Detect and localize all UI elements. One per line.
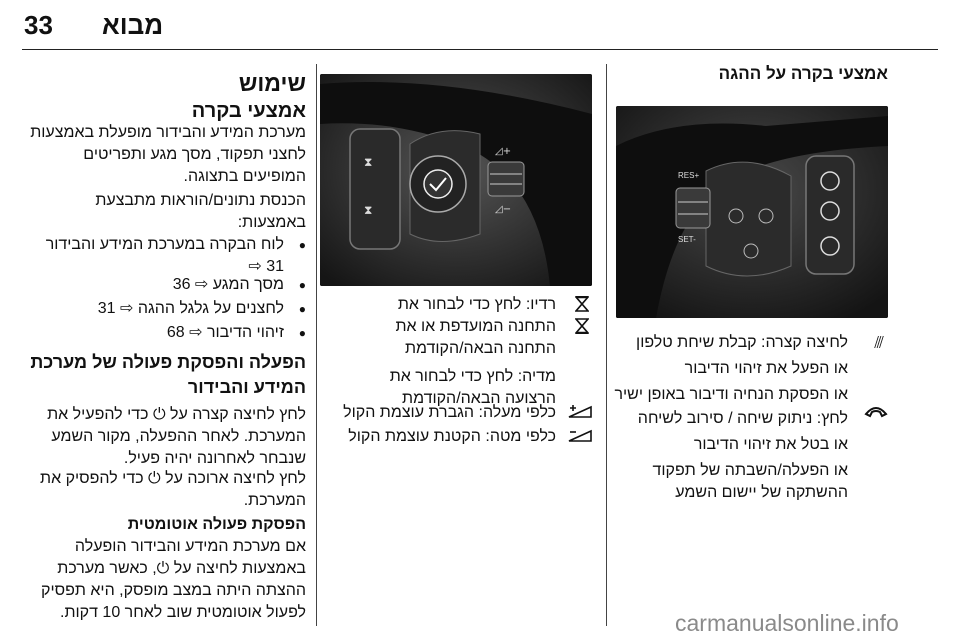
phone-hangup-icon bbox=[862, 404, 890, 424]
bullet-steering-buttons: לחצנים על גלגל ההגה ⇨ 31 ● bbox=[98, 298, 284, 320]
hangup-button-desc-4: ההשתקה של יישום השמע bbox=[675, 484, 848, 501]
power-on-paragraph: לחץ לחיצה קצרה על ⏻ כדי להפעיל את המערכת. לאחר ההפעלה, מקור השמע שנבחר לאחרונה יהיה פעיל. bbox=[47, 406, 306, 467]
svg-text:◿−: ◿− bbox=[495, 204, 512, 215]
hangup-button-desc-2: או בטל את זיהוי הדיבור bbox=[693, 436, 848, 453]
usage-title: שימוש bbox=[238, 70, 306, 96]
voice-control-icon: ⫻ bbox=[874, 335, 884, 352]
steering-controls-heading: אמצעי בקרה על ההגה bbox=[718, 64, 888, 83]
steering-wheel-photo-left bbox=[320, 74, 592, 286]
svg-text:⧗: ⧗ bbox=[364, 203, 373, 217]
volume-down-desc: כלפי מטה: הקטנת עוצמת הקול bbox=[348, 428, 556, 445]
voice-button-desc: לחיצה קצרה: קבלת שיחת טלפון bbox=[636, 334, 848, 351]
volume-down-icon bbox=[565, 427, 595, 449]
volume-up-desc: כלפי מעלה: הגברת עוצמת הקול bbox=[343, 404, 556, 421]
power-off-paragraph: לחץ לחיצה ארוכה על ⏻ כדי להפסיק את המערכת. bbox=[40, 470, 306, 509]
svg-text:SET-: SET- bbox=[678, 235, 696, 244]
radio-desc-3: התחנה הבאה/הקודמת bbox=[404, 340, 556, 357]
prev-station-icon bbox=[572, 318, 592, 340]
svg-text:⧗: ⧗ bbox=[364, 155, 373, 169]
input-methods-paragraph: הכנסת נתונים/הוראות מתבצעת באמצעות: bbox=[95, 192, 306, 231]
intro-paragraph: מערכת המידע והבידור מופעלת באמצעות לחצני תפקוד, מסך מגע ותפריטים המופיעים בתצוגה. bbox=[30, 124, 306, 185]
power-section-title: הפעלה והפסקת פעולה של מערכת המידע והבידור bbox=[30, 352, 306, 397]
radio-desc-1: רדיו: לחץ כדי לבחור את bbox=[397, 296, 556, 313]
controls-subtitle: אמצעי בקרה bbox=[191, 100, 306, 122]
page-number: 33 bbox=[24, 10, 53, 40]
svg-text:RES+: RES+ bbox=[678, 171, 700, 180]
header-rule bbox=[22, 49, 938, 50]
radio-desc-2: התחנה המועדפת או את bbox=[395, 318, 556, 335]
section-title: מבוא bbox=[102, 10, 164, 40]
next-station-icon bbox=[572, 296, 592, 318]
steering-wheel-photo-right bbox=[616, 106, 888, 318]
voice-button-desc-3: או הפסקת הנחיה ודיבור באופן ישיר bbox=[614, 386, 848, 403]
svg-text:◿+: ◿+ bbox=[495, 146, 512, 157]
auto-off-title: הפסקת פעולה אוטומטית bbox=[127, 516, 306, 533]
hangup-button-desc: לחץ: ניתוק שיחה / סירוב לשיחה bbox=[637, 410, 848, 427]
auto-off-paragraph: אם מערכת המידע והבידור הופעלה באמצעות לחיצה על ⏻, כאשר מערכת ההצתה היתה במצב מופסק, היא תפסיק לפעול אוטומטית שוב לאחר 10 דקות. bbox=[41, 538, 306, 621]
media-desc-2: הרצועה הבאה/הקודמת bbox=[402, 390, 556, 407]
bullet-voice: זיהוי הדיבור ⇨ 68 ● bbox=[167, 322, 284, 344]
column-divider bbox=[316, 64, 317, 626]
volume-up-icon bbox=[565, 403, 595, 425]
watermark: carmanualsonline.info bbox=[675, 610, 899, 636]
voice-button-desc-2: או הפעל את זיהוי הדיבור bbox=[684, 360, 848, 377]
bullet-touchscreen: מסך המגע ⇨ 36 ● bbox=[173, 274, 284, 296]
hangup-button-desc-3: או הפעלה/השבתה של תפקוד bbox=[652, 462, 848, 479]
bullet-control-panel: לוח הבקרה במערכת המידע והבידור 31 ⇨ ● bbox=[4, 234, 284, 278]
column-divider bbox=[606, 64, 607, 626]
media-desc-1: מדיה: לחץ כדי לבחור את bbox=[389, 368, 556, 385]
